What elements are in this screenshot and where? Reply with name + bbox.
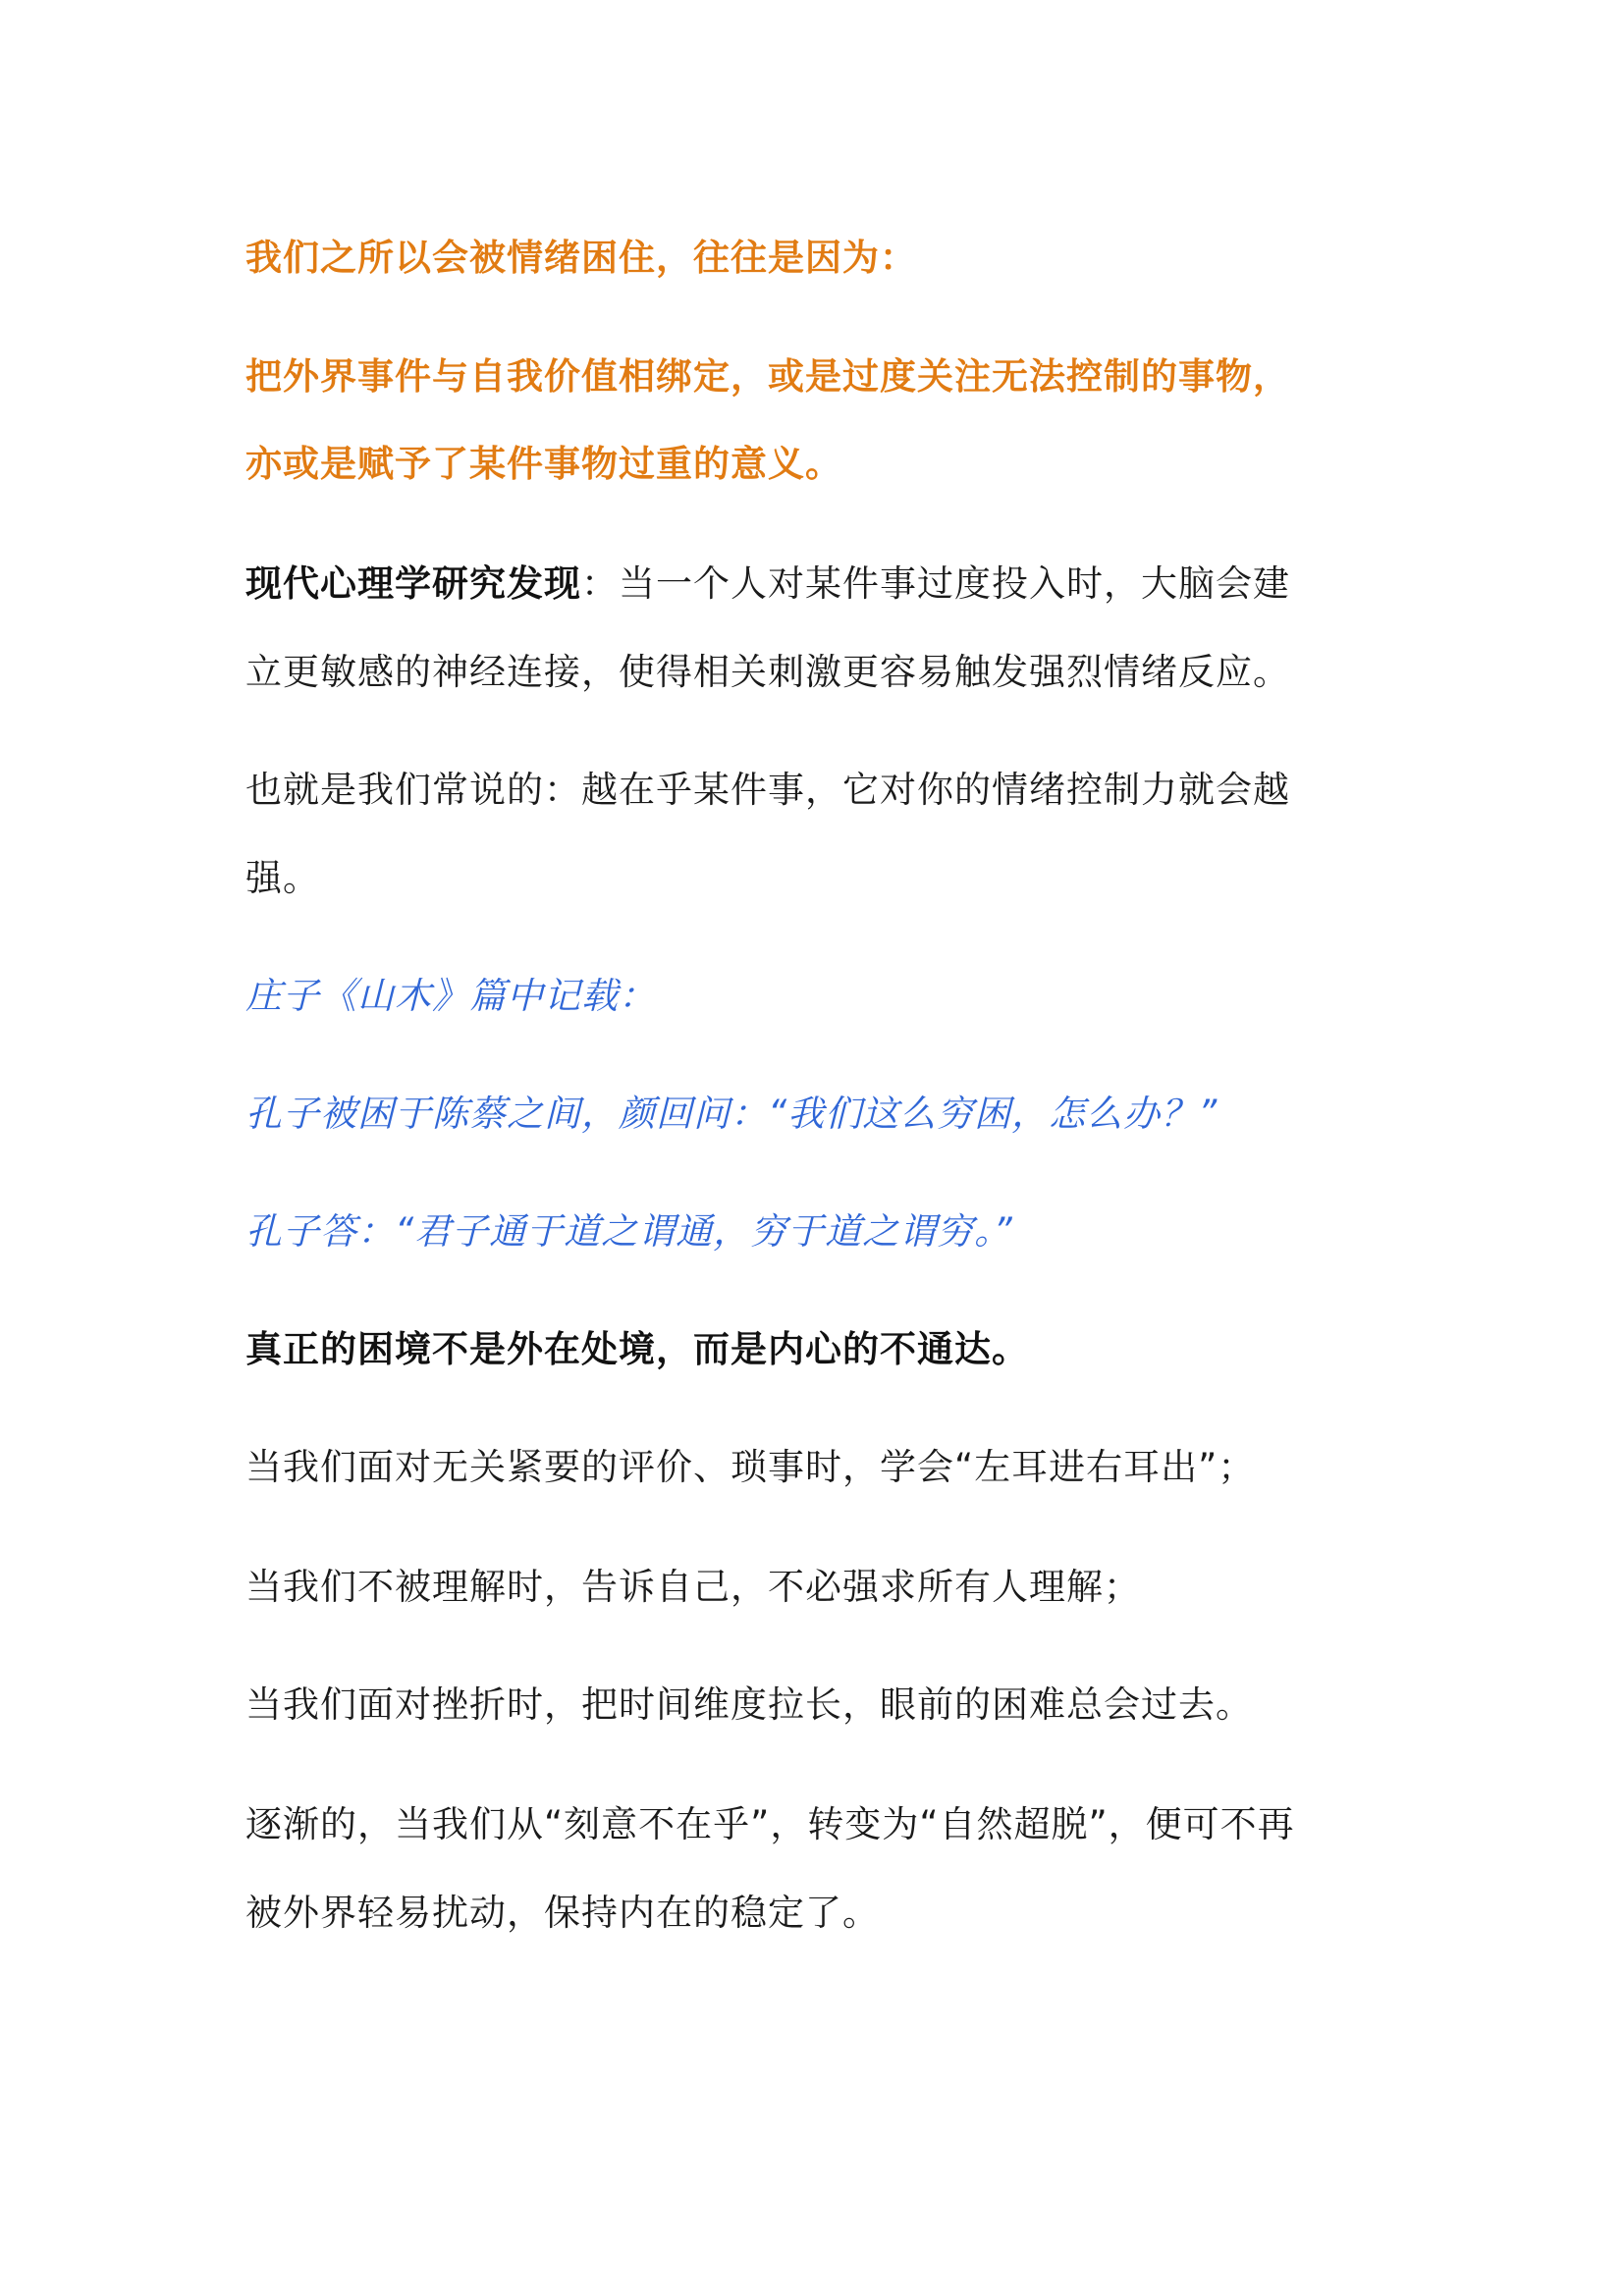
conclusion-line-2: 被外界轻易扰动，保持内在的稳定了。 — [245, 1892, 880, 1934]
quote-answer: 孔子答：“君子通于道之谓通，穷于道之谓穷。” — [245, 1210, 1013, 1253]
research-paragraph-line-2: 立更敏感的神经连接，使得相关刺激更容易触发强烈情绪反应。 — [245, 651, 1290, 693]
advice-line-3: 当我们面对挫折时，把时间维度拉长，眼前的困难总会过去。 — [245, 1683, 1253, 1726]
intro-heading: 我们之所以会被情绪困住，往往是因为： — [245, 237, 917, 279]
research-paragraph-line-1 — [245, 560, 1394, 609]
conclusion-line-1: 逐渐的，当我们从“刻意不在乎”，转变为“自然超脱”，便可不再 — [245, 1803, 1295, 1845]
emphasis-line-1: 把外界事件与自我价值相绑定，或是过度关注无法控制的事物， — [245, 355, 1290, 398]
quote-question: 孔子被困于陈蔡之间，颜回问：“我们这么穷困，怎么办？” — [245, 1093, 1218, 1135]
advice-line-1: 当我们面对无关紧要的评价、琐事时，学会“左耳进右耳出”； — [245, 1446, 1256, 1488]
key-statement: 真正的困境不是外在处境，而是内心的不通达。 — [245, 1328, 1029, 1370]
research-line-1-rest: ：当一个人对某件事过度投入时，大脑会建 — [581, 562, 1290, 605]
saying-paragraph-line-1: 也就是我们常说的：越在乎某件事，它对你的情绪控制力就会越 — [245, 769, 1290, 811]
emphasis-line-2: 亦或是赋予了某件事物过重的意义。 — [245, 443, 842, 485]
advice-line-2: 当我们不被理解时，告诉自己，不必强求所有人理解； — [245, 1566, 1141, 1608]
saying-paragraph-line-2: 强。 — [245, 857, 320, 899]
quote-source: 庄子《山木》篇中记载： — [245, 975, 656, 1017]
research-bold-lead: 现代心理学研究发现 — [245, 562, 581, 605]
